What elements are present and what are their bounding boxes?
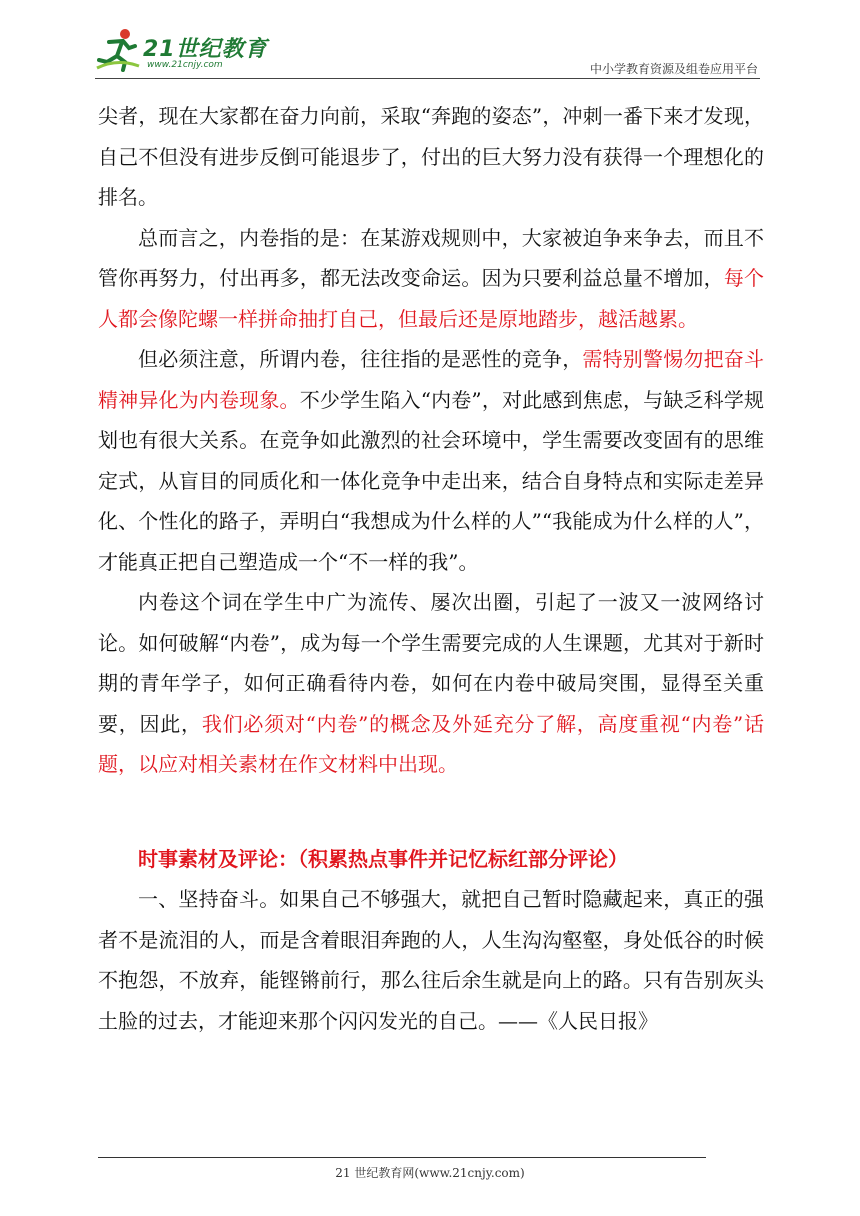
logo-text: 21世纪教育 [143,37,268,62]
site-logo[interactable] [95,26,268,76]
section-paragraph: 一、坚持奋斗。如果自己不够强大，就把自己暂时隐藏起来，真正的强者不是流泪的人，而是含着眼泪奔跑的人，人生沟沟壑壑，身处低谷的时候不抱怨，不放弃，能铿锵前行，那么往后余生就是向上的路。只有告别灰头土脸的过去，才能迎来那个闪闪发光的自己。——《人民日报》 [98,887,764,1033]
highlighted-text: 我们必须对“内卷”的概念及外延充分了解，高度重视“内卷”话题，以应对相关素材在作文材料中出现。 [98,711,765,776]
highlighted-text: 需特别警惕勿把奋斗精神异化为内卷现象。 [98,347,765,412]
document-body [98,96,764,1041]
paragraph-1 [98,96,764,218]
paragraph-text: 不少学生陷入“内卷”，对此感到焦虑，与缺乏科学规划也有很大关系。在竞争如此激烈的社会环境中，学生需要改变固有的思维定式，从盲目的同质化和一体化竞争中走出来，结合自身特点和实际走差异化、个性化的路子，弄明白“我想成为什么样的人”“我能成为什么样的人”，才能真正把自己塑造成一个“不一样的我”。 [98,387,765,574]
logo-url: www.21cnjy.com [147,60,223,70]
page-header [95,26,760,82]
footer-divider [98,1157,706,1158]
paragraph-text: 尖者，现在大家都在奋力向前，采取“奔跑的姿态”，冲刺一番下来才发现，自己不但没有进步反倒可能退步了，付出的巨大努力没有获得一个理想化的排名。 [98,104,764,209]
running-figure-icon [95,28,141,72]
paragraph-3 [98,339,764,582]
header-divider [95,78,760,79]
page-footer: 21 世纪教育网(www.21cnjy.com) [335,1166,525,1180]
platform-slogan: 中小学教育资源及组卷应用平台 [589,62,758,76]
paragraph-2 [98,218,764,340]
paragraph-4 [98,582,764,785]
paragraph-text: 总而言之，内卷指的是：在某游戏规则中，大家被迫争来争去，而且不管你再努力，付出再多，都无法改变命运。因为只要利益总量不增加， [98,225,764,290]
highlighted-text: 每个人都会像陀螺一样拼命抽打自己，但最后还是原地踏步，越活越累。 [98,266,764,331]
section-heading: 时事素材及评论：（积累热点事件并记忆标红部分评论） [138,846,628,871]
paragraph-text: 内卷这个词在学生中广为流传、屡次出圈，引起了一波又一波网络讨论。如何破解“内卷”，成为每一个学生需要完成的人生课题，尤其对于新时期的青年学子，如何正确看待内卷，如何在内卷中破局突围，显得至关重要，因此， [98,590,764,736]
paragraph-text: 但必须注意，所谓内卷，往往指的是恶性的竞争， [138,347,583,371]
